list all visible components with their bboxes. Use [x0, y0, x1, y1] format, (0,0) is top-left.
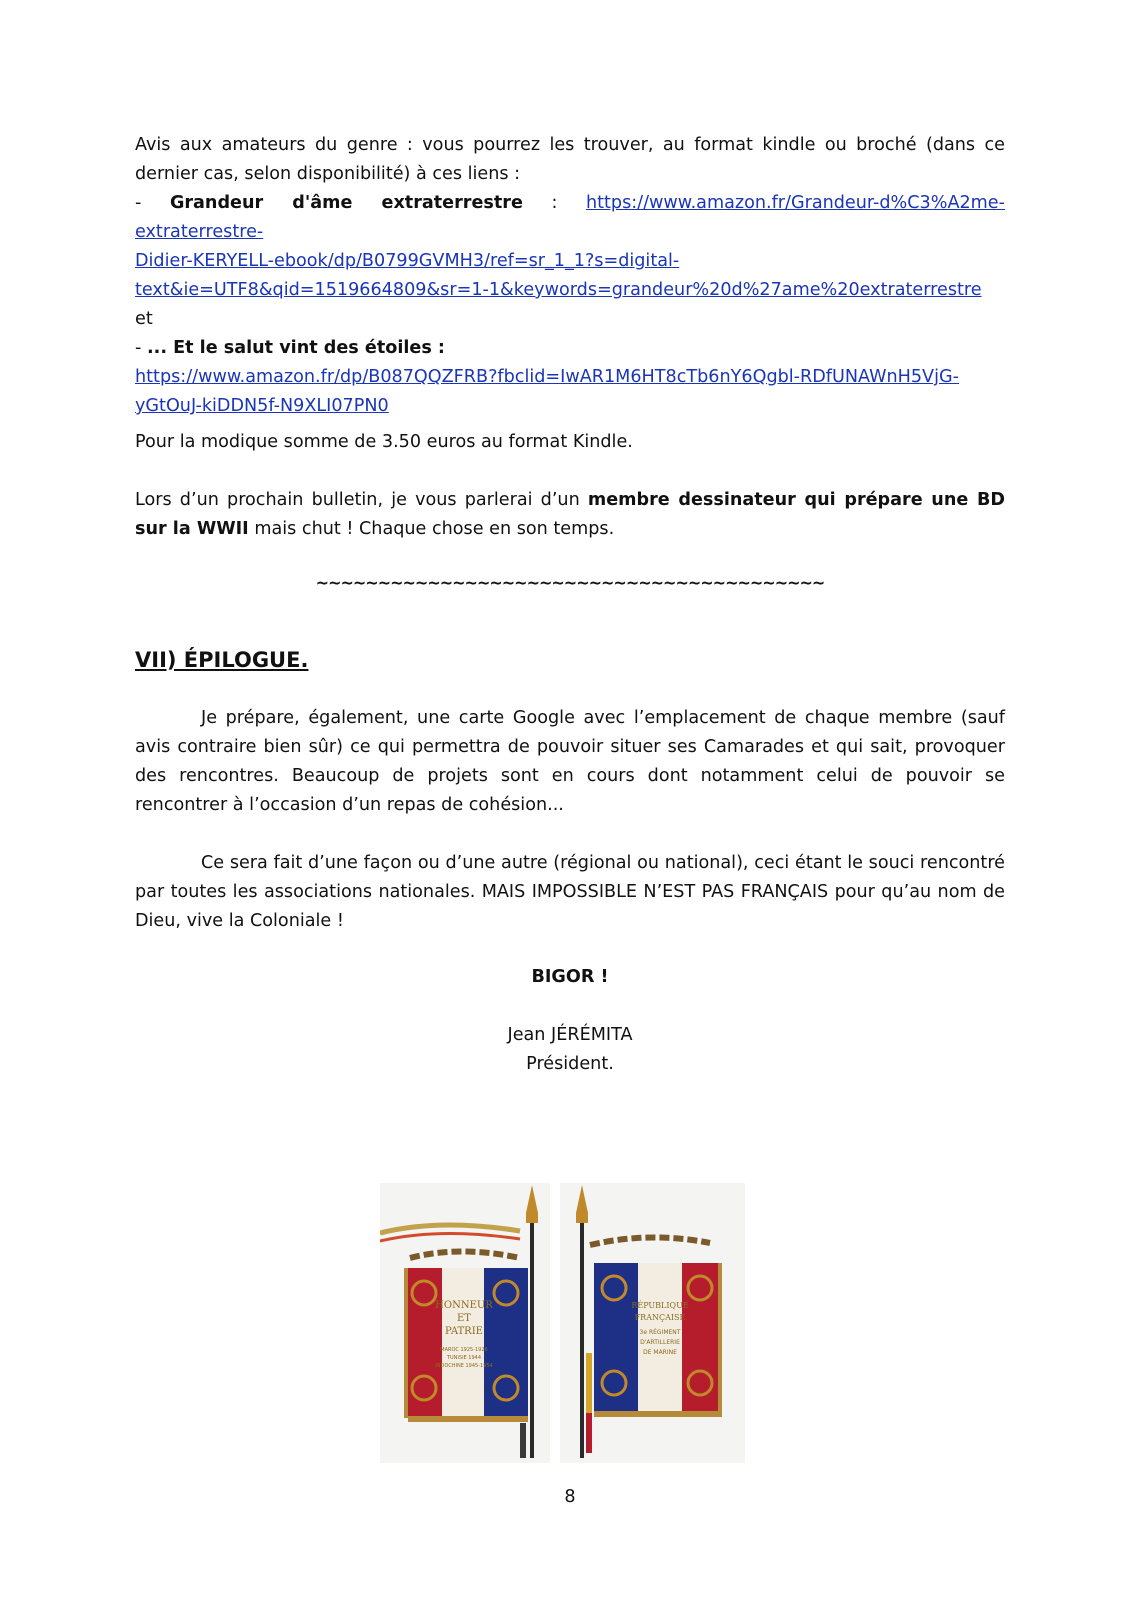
flag-front-text-6: INDOCHINE 1945-1954	[435, 1363, 493, 1369]
book1-title: Grandeur d'âme extraterrestre	[169, 193, 523, 213]
book1-prefix: -	[135, 193, 170, 213]
book2-title: ... Et le salut vint des étoiles	[146, 338, 432, 358]
flag-photo-back	[560, 1183, 745, 1463]
book2-prefix: -	[135, 338, 147, 358]
intro-paragraph	[135, 131, 1005, 421]
tilde-separator: ~~~~~~~~~~~~~~~~~~~~~~~~~~~~~~~~~~~~~~~~~	[315, 573, 825, 592]
book2-link[interactable]: https://www.amazon.fr/dp/B087QQZFRB?fbclid=IwAR1M6HT8cTb6nY6Qgbl-RDfUNAWnH5VjG-	[135, 367, 959, 387]
flag-front-text-1: HONNEUR	[435, 1300, 493, 1311]
flag-back-text-1: RÉPUBLIQUE	[631, 1301, 689, 1310]
next-text-after: mais chut ! Chaque chose en son temps.	[248, 519, 615, 539]
price-paragraph: Pour la modique somme de 3.50 euros au format Kindle.	[135, 432, 633, 452]
flag-front-text-3: PATRIE	[445, 1326, 483, 1337]
flag-front-text-5: TUNISIE 1944	[446, 1355, 482, 1361]
flag-front-text-2: ET	[457, 1313, 471, 1324]
next-bulletin-paragraph	[135, 486, 1005, 544]
closing-motto: BIGOR !	[531, 967, 609, 987]
flag-front-text-4: MAROC 1925-1926	[440, 1347, 488, 1353]
section-heading: VII) ÉPILOGUE.	[135, 648, 309, 672]
flag-back-text-4: D'ARTILLERIE	[640, 1339, 680, 1346]
signature-name: Jean JÉRÉMITA	[507, 1025, 633, 1045]
book2-link-cont[interactable]: yGtOuJ-kiDDN5f-N9XLI07PN0	[135, 396, 389, 416]
book1-sep: :	[522, 193, 586, 213]
flag-back-text-2: FRANÇAISE	[634, 1313, 686, 1322]
next-text-before: Lors d’un prochain bulletin, je vous parlerai d’un	[135, 490, 588, 510]
page-number: 8	[564, 1487, 576, 1507]
book1-link[interactable]: https://www.amazon.fr/Grandeur-d%C3%A2me-extraterrestre-	[135, 193, 1005, 242]
next-text-bold: membre dessinateur qui prépare une BD sur la WWII	[135, 490, 1005, 539]
flag-photo-front	[380, 1183, 550, 1463]
intro-text: Avis aux amateurs du genre : vous pourrez les trouver, au format kindle ou broché (dans ce dernier cas, selon disponibilité) à ces liens :	[135, 135, 1005, 184]
flag-back-illustration	[560, 1183, 745, 1463]
epilogue-paragraph-1: Je prépare, également, une carte Google avec l’emplacement de chaque membre (sauf avis contraire bien sûr) ce qui permettra de pouvoir situer ses Camarades et qui sait, provoquer des rencontres. Beaucoup de projets sont en cours dont notamment celui de pouvoir se rencontrer à l’occasion d’un repas de cohésion...	[135, 708, 1005, 815]
conjunction-text: et	[135, 309, 153, 329]
epilogue-paragraph-2: Ce sera fait d’une façon ou d’une autre (régional ou national), ceci étant le souci rencontré par toutes les associations nationales. MAIS IMPOSSIBLE N’EST PAS FRANÇAIS pour qu’au nom de Dieu, vive la Coloniale !	[135, 853, 1005, 931]
signature-role: Président.	[526, 1054, 614, 1074]
flag-back-text-3: 3e RÉGIMENT	[639, 1329, 681, 1336]
flag-back-text-5: DE MARINE	[643, 1349, 677, 1356]
book2-sep: :	[431, 338, 445, 358]
book1-link-cont-2[interactable]: text&ie=UTF8&qid=1519664809&sr=1-1&keywords=grandeur%20d%27ame%20extraterrestre	[135, 280, 982, 300]
book1-link-cont-1[interactable]: Didier-KERYELL-ebook/dp/B0799GVMH3/ref=sr_1_1?s=digital-	[135, 251, 680, 271]
flag-front-illustration	[380, 1183, 550, 1463]
